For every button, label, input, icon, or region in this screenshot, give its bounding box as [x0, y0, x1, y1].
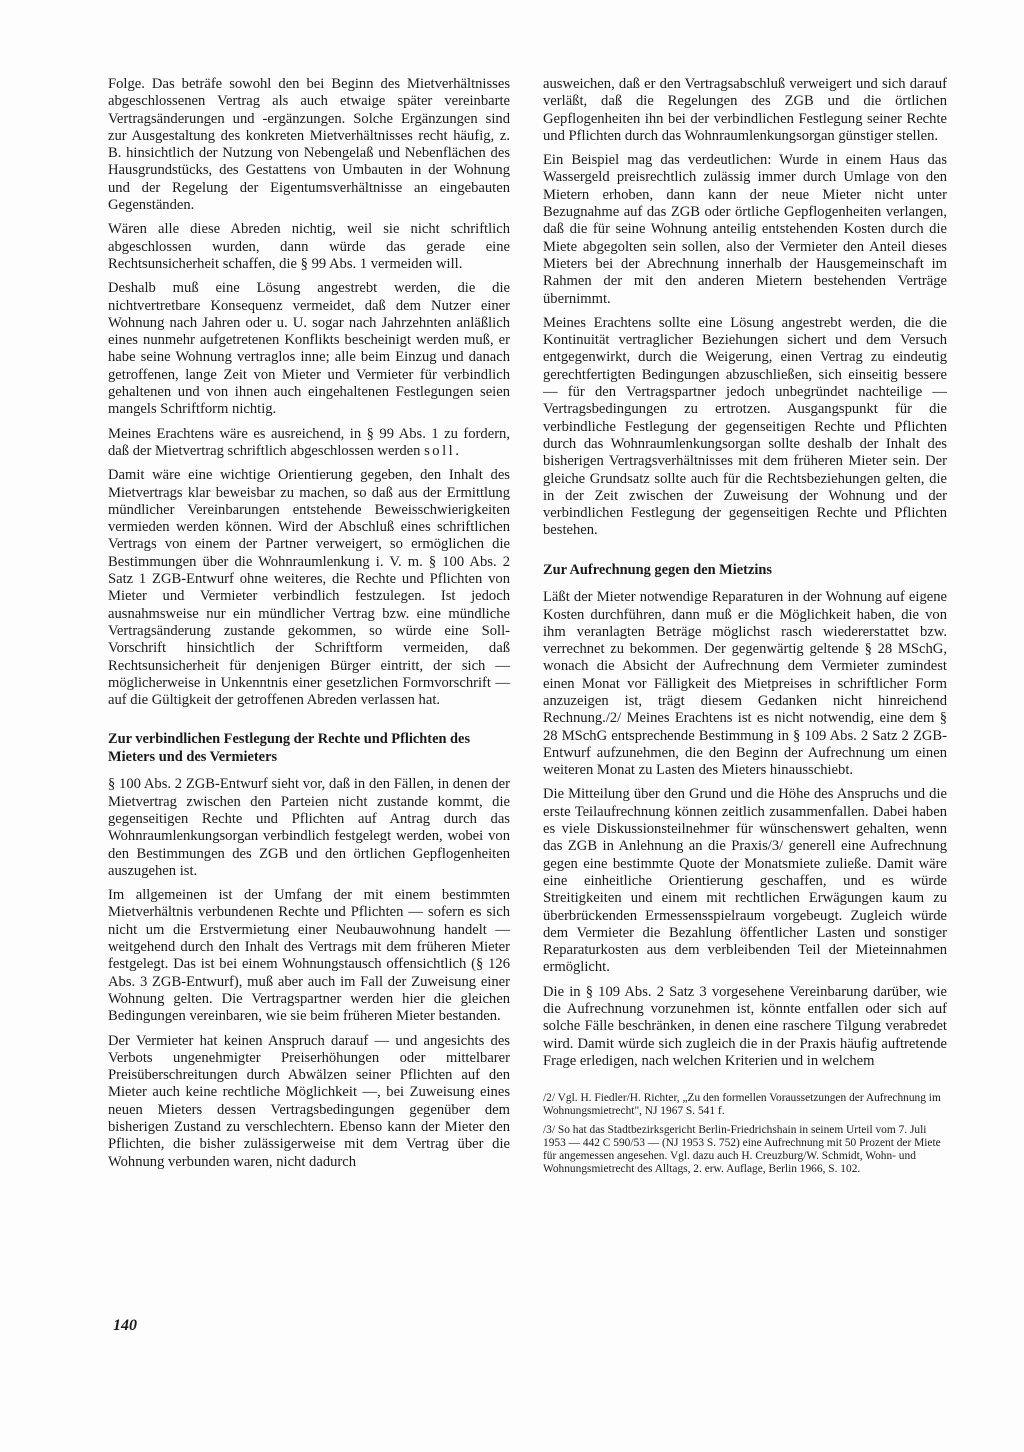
paragraph: Damit wäre eine wichtige Orientierung gegeben, den Inhalt des Mietvertrags klar beweisbar zu machen, so daß aus der Ermittlung mündlicher Vereinbarungen entstehende Beweisschwierigkeiten vermieden werden können. Wird der Abschluß eines schriftlichen Vertrags von einem der Partner verweigert, so ermöglichen die Bestimmungen über die Wohnraumlenkung i. V. m. § 100 Abs. 2 Satz 1 ZGB-Entwurf ohne weiteres, die Rechte und Pflichten von Mieter und Vermieter verbindlich festzulegen. Ist jedoch ausnahmsweise nur ein mündlicher Vertrag bzw. eine mündliche Vertragsänderung zustande gekommen, so würde eine Soll-Vorschrift hinsichtlich der Schriftform vermeiden, daß Rechtsunsicherheit für denjenigen Bürger eintritt, der sich — möglicherweise in Unkenntnis einer gesetzlichen Formvorschrift — auf die Gültigkeit der getroffenen Abreden verlassen hat. — [108, 467, 510, 709]
paragraph: Meines Erachtens sollte eine Lösung angestrebt werden, die die Kontinuität vertraglicher Beziehungen sichert und dem Versuch entgegenwirkt, durch die Weigerung, einen Vertrag zu eindeutig gerechtfertigten Bedingungen abzuschließen, sich einseitig bessere — für den Vertragspartner jedoch unbegründet nachteilige — Vertragsbedingungen zu ertrotzen. Ausgangspunkt für die verbindliche Festlegung der gegenseitigen Rechte und Pflichten durch das Wohnraumlenkungsorgan sollte deshalb der Inhalt des bisherigen Vertragsverhältnisses mit dem früheren Mieter sein. Der gleiche Grundsatz sollte auch für die Rechtsbeziehungen gelten, die in der Zeit zwischen der Zuweisung der Wohnung und der verbindlichen Festlegung der gegenseitigen Rechte und Pflichten bestehen. — [543, 314, 947, 539]
paragraph-text: . — [455, 442, 459, 459]
footnote: /3/ So hat das Stadtbezirksgericht Berlin-Friedrichshain in seinem Urteil vom 7. Juli 1953 — 442 C 590/53 — (NJ 1953 S. 752) eine Aufrechnung mit 50 Prozent der Miete für angemessen angesehen. Vgl. dazu auch H. Creuzburg/W. Schmidt, Wohn- und Wohnungsmietrecht des Alltags, 2. erw. Auflage, Berlin 1966, S. 102. — [543, 1123, 941, 1176]
paragraph: Im allgemeinen ist der Umfang der mit einem bestimmten Mietverhältnis verbundenen Rechte und Pflichten — sofern es sich nicht um die Erstvermietung einer Neubauwohnung handelt — weitgehend durch den Inhalt des Vertrags mit dem früheren Mieter festgelegt. Das ist bei einem Wohnungstausch offensichtlich (§ 126 Abs. 3 ZGB-Entwurf), muß aber auch im Fall der Zuweisung einer Wohnung gelten. Die Vertragspartner werden hier die gleichen Bedingungen vereinbaren, wie sie beim früheren Mieter bestanden. — [108, 887, 510, 1025]
section-heading: Zur verbindlichen Festlegung der Rechte und Pflichten des Mieters und des Vermieters — [108, 731, 471, 765]
paragraph: Der Vermieter hat keinen Anspruch darauf — und angesichts des Verbots ungenehmigter Preiserhöhungen oder mittelbarer Preisüberschreitungen durch Abwälzen seiner Pflichten auf den Mieter auch keine rechtliche Möglichkeit —, bei Zuweisung eines neuen Mieters dessen Vertragsbedingungen gegenüber dem bisherigen Zustand zu verschlechtern. Ebenso kann der Mieter den Pflichten, die bisher zulässigerweise mit dem Vertrag über die Wohnung verbunden waren, nicht dadurch — [108, 1032, 510, 1170]
paragraph: Die in § 109 Abs. 2 Satz 3 vorgesehene Vereinbarung darüber, wie die Aufrechnung vorzunehmen ist, könnte entfallen oder sich auf solche Fälle beschränken, in denen eine raschere Tilgung verabredet wird. Damit würde sich zugleich die in der Praxis häufig auftretende Frage erledigen, nach welchen Kriterien und in welchem — [543, 983, 947, 1069]
paragraph-text: Meines Erachtens wäre es ausreichend, in § 99 Abs. 1 zu fordern, daß der Mietvertrag schriftlich abgeschlossen werden — [108, 425, 510, 459]
paragraph: Wären alle diese Abreden nichtig, weil sie nicht schriftlich abgeschlossen wurden, dann würde das gerade eine Rechtsunsicherheit schaffen, die § 99 Abs. 1 vermeiden will. — [108, 221, 510, 272]
paragraph: Läßt der Mieter notwendige Reparaturen in der Wohnung auf eigene Kosten durchführen, dann muß er die Möglichkeit haben, die von ihm veranlagten Beträge möglichst rasch wiedererstattet bzw. verrechnet zu bekommen. Der gegenwärtig geltende § 28 MSchG, wonach die Absicht der Aufrechnung dem Vermieter zumindest einen Monat vor Fälligkeit des Mietpreises in schriftlicher Form anzuzeigen ist, trägt diesem Gedanken nicht hinreichend Rechnung./2/ Meines Erachtens ist es nicht notwendig, eine dem § 28 MSchG entsprechende Bestimmung in § 109 Abs. 2 Satz 2 ZGB-Entwurf aufzunehmen, die den Beginn der Aufrechnung um einen weiteren Monat zu Lasten des Mieters hinausschiebt. — [543, 589, 947, 779]
section-heading: Zur Aufrechnung gegen den Mietzins — [543, 561, 772, 578]
left-column — [108, 76, 510, 1178]
paragraph — [108, 426, 510, 461]
footnotes — [543, 1092, 947, 1176]
paragraph: Ein Beispiel mag das verdeutlichen: Wurde in einem Haus das Wassergeld preisrechtlich zulässig immer durch Umlage von den Mietern erhoben, dann kann der neue Mieter nicht unter Bezugnahme auf das ZGB oder örtliche Gepflogenheiten verlangen, daß die für seine Wohnung anteilig entstehenden Kosten durch die Miete abgegolten sein sollen, also der Vermieter den Anteil dieses Mieters bei der Abrechnung innerhalb der Hausgemeinschaft im Rahmen der mit den anderen Mietern bestehenden Verträge übernimmt. — [543, 152, 947, 307]
right-column — [543, 76, 947, 1181]
footnote: /2/ Vgl. H. Fiedler/H. Richter, „Zu den formellen Voraussetzungen der Aufrechnung im Wohnungsmietrecht", NJ 1967 S. 541 f. — [543, 1092, 941, 1118]
emphasized-word: soll — [424, 442, 456, 459]
page-number: 140 — [113, 1317, 137, 1334]
paragraph: Folge. Das beträfe sowohl den bei Beginn des Mietverhältnisses abgeschlossenen Vertrag als auch etwaige später vereinbarte Vertragsänderungen und -ergänzungen. Solche Ergänzungen sind zur Ausgestaltung des konkreten Mietverhältnisses recht häufig, z. B. hinsichtlich der Nutzung von Nebengelaß und Nebenflächen des Hausgrundstücks, des Gestattens von Umbauten in der Wohnung und der Regelung der Eigentumsverhältnisse an eingebauten Gegenständen. — [108, 76, 510, 214]
paragraph: § 100 Abs. 2 ZGB-Entwurf sieht vor, daß in den Fällen, in denen der Mietvertrag zwischen den Parteien nicht zustande kommt, die gegenseitigen Rechte und Pflichten auf Antrag durch das Wohnraumlenkungsorgan verbindlich festgelegt werden, wobei von den Bestimmungen des ZGB und den örtlichen Gepflogenheiten auszugehen ist. — [108, 776, 510, 879]
paragraph: ausweichen, daß er den Vertragsabschluß verweigert und sich darauf verläßt, daß die Regelungen des ZGB und die örtlichen Gepflogenheiten ihn bei der verbindlichen Festlegung seiner Rechte und Pflichten durch das Wohnraumlenkungsorgan günstiger stellen. — [543, 76, 947, 144]
paragraph: Die Mitteilung über den Grund und die Höhe des Anspruchs und die erste Teilaufrechnung können zeitlich zusammenfallen. Dabei haben es viele Diskussionsteilnehmer für wünschenswert gehalten, wenn das ZGB in Anlehnung an die Praxis/3/ generell eine Aufrechnung gegen eine bestimmte Quote der Monatsmiete zuließe. Damit wäre eine einheitliche Orientierung geschaffen, und es würde Streitigkeiten und einem mit rechtlichen Erwägungen kaum zu überbrückenden Ermessensspielraum vorgebeugt. Zugleich würde dem Vermieter die Bezahlung öffentlicher Lasten und sonstiger Reparaturkosten aus dem verbleibenden Teil der Mieteinnahmen ermöglicht. — [543, 786, 947, 976]
paragraph: Deshalb muß eine Lösung angestrebt werden, die die nichtvertretbare Konsequenz vermeidet, daß dem Nutzer einer Wohnung nach Jahren oder u. U. sogar nach Jahrzehnten anläßlich eines nunmehr aufgetretenen Konflikts bescheinigt werden muß, er habe seine Wohnung vertraglos inne; alle beim Einzug und danach getroffenen, lange Zeit von Mieter und Vermieter für verbindlich gehaltenen und von ihnen auch eingehaltenen Festlegungen seien mangels Schriftform nichtig. — [108, 280, 510, 418]
